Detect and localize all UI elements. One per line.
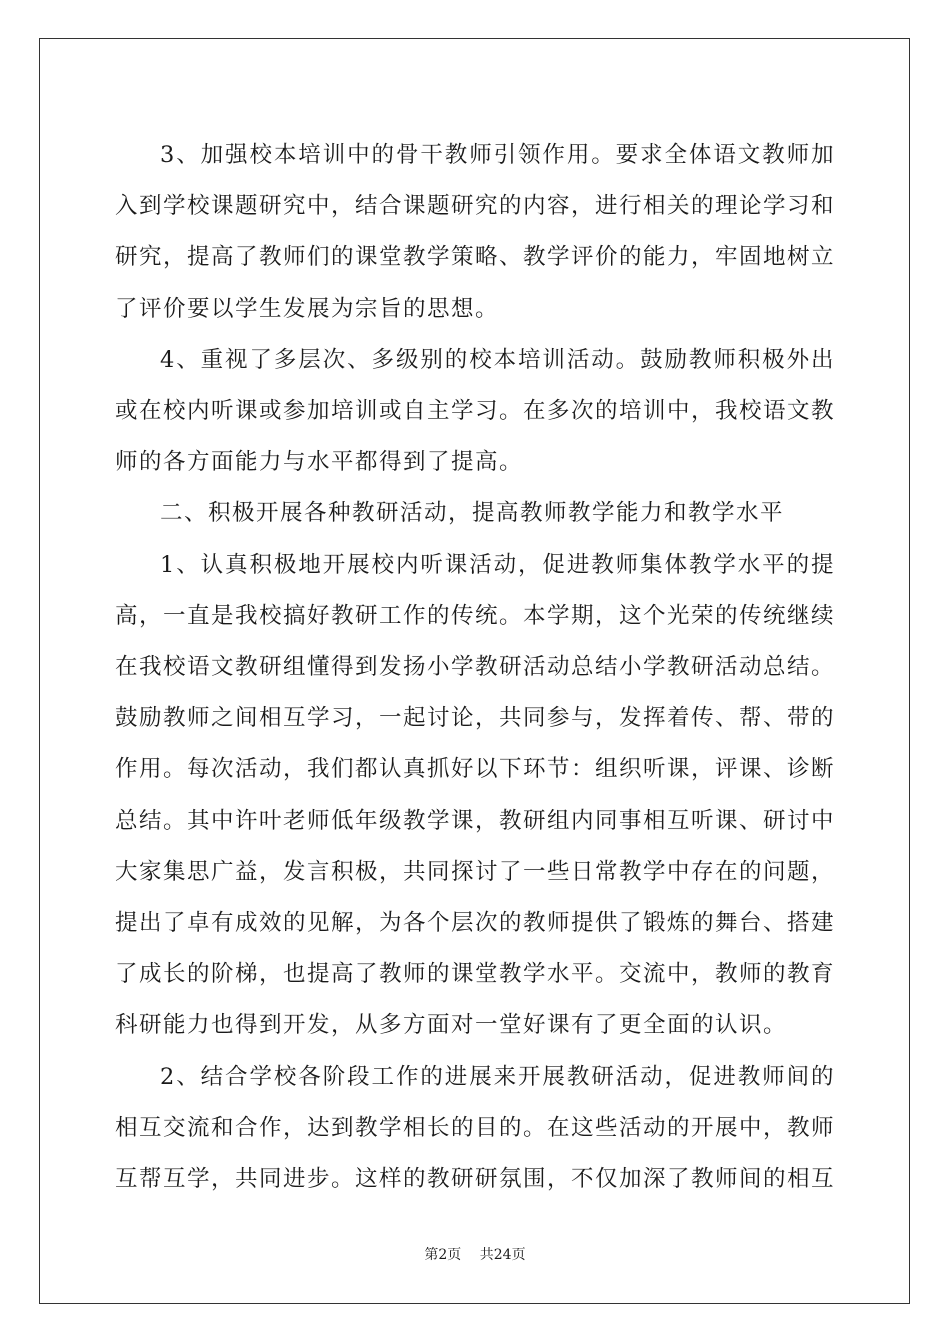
document-body bbox=[115, 130, 835, 1205]
section-heading: 二、积极开展各种教研活动，提高教师教学能力和教学水平 bbox=[160, 500, 785, 527]
paragraph-item-2: 2、结合学校各阶段工作的进展来开展教研活动，促进教师间的相互交流和合作，达到教学相长的目的。在这些活动的开展中，教师互帮互学，共同进步。这样的教研研氛围，不仅加深了教师间的相互 bbox=[115, 1063, 836, 1193]
page-total: 共24页 bbox=[479, 1247, 526, 1263]
page-footer bbox=[0, 1244, 950, 1264]
paragraph-item-3: 3、加强校本培训中的骨干教师引领作用。要求全体语文教师加入到学校课题研究中，结合课题研究的内容，进行相关的理论学习和研究，提高了教师们的课堂教学策略、教学评价的能力，牢固地树立了评价要以学生发展为宗旨的思想。 bbox=[115, 142, 836, 322]
paragraph-item-1: 1、认真积极地开展校内听课活动，促进教师集体教学水平的提高，一直是我校搞好教研工作的传统。本学期，这个光荣的传统继续在我校语文教研组懂得到发扬小学教研活动总结小学教研活动总结。鼓励教师之间相互学习，一起讨论，共同参与，发挥着传、帮、带的作用。每次活动，我们都认真抓好以下环节：组织听课，评课、诊断总结。其中许叶老师低年级教学课，教研组内同事相互听课、研讨中大家集思广益，发言积极，共同探讨了一些日常教学中存在的问题，提出了卓有成效的见解，为各个层次的教师提供了锻炼的舞台、搭建了成长的阶梯，也提高了教师的课堂教学水平。交流中，教师的教育科研能力也得到开发，从多方面对一堂好课有了更全面的认识。 bbox=[115, 551, 836, 1039]
page-number: 第2页 bbox=[424, 1247, 462, 1263]
paragraph-item-4: 4、重视了多层次、多级别的校本培训活动。鼓励教师积极外出或在校内听课或参加培训或自主学习。在多次的培训中，我校语文教师的各方面能力与水平都得到了提高。 bbox=[115, 346, 836, 476]
